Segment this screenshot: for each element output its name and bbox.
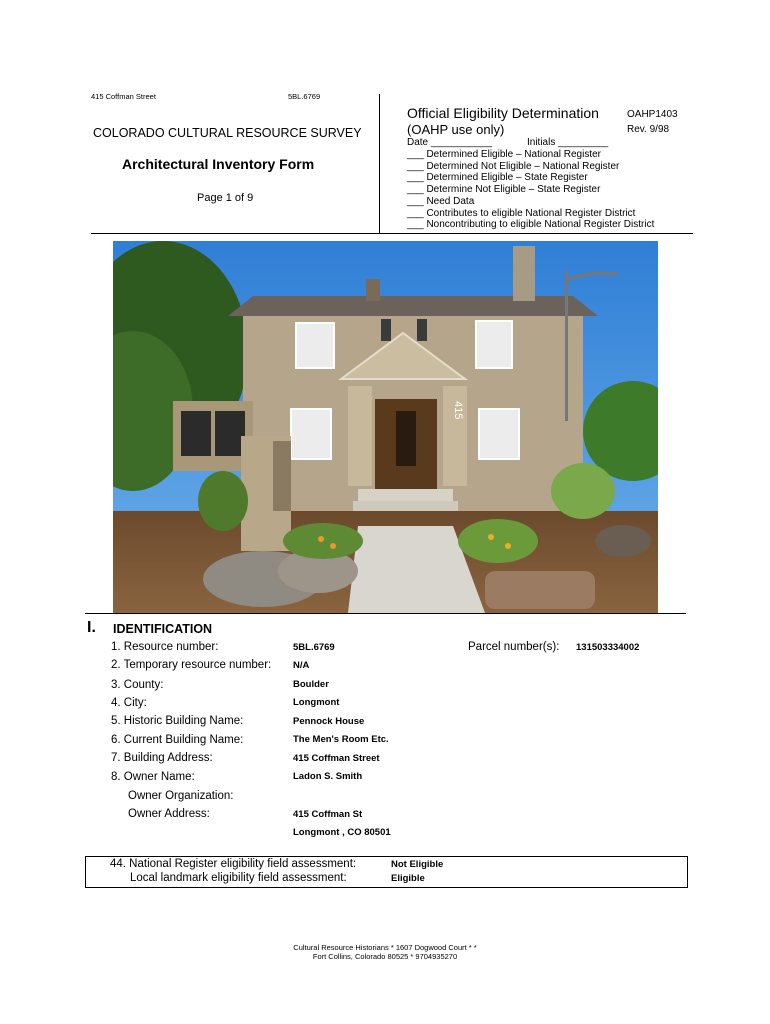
field-label: 6. Current Building Name: xyxy=(111,734,244,746)
option-item: ___ Determined Not Eligible – National Register xyxy=(407,160,620,172)
owner-address-line2: Longmont , CO 80501 xyxy=(293,827,391,838)
section-number: I. xyxy=(87,619,96,636)
option-item: ___ Noncontributing to eligible National Register District xyxy=(407,219,655,231)
date-field xyxy=(407,137,492,148)
field-label: 3. County: xyxy=(111,679,164,691)
field-label: 4. City: xyxy=(111,697,147,709)
eligibility-options xyxy=(407,149,654,231)
local-assessment-label: Local landmark eligibility field assessment: xyxy=(130,872,347,884)
parcel-label: Parcel number(s): xyxy=(468,641,560,653)
section-title: IDENTIFICATION xyxy=(113,622,213,636)
initials-field xyxy=(527,137,608,148)
option-item: ___ Determine Not Eligible – State Register xyxy=(407,184,601,196)
initials-blank: _________ xyxy=(558,137,609,148)
date-blank: ___________ xyxy=(430,137,493,148)
field-label: 1. Resource number: xyxy=(111,641,219,653)
eligibility-title: Official Eligibility Determination xyxy=(407,105,599,121)
field-label: Owner Organization: xyxy=(128,790,234,802)
national-assessment-value: Not Eligible xyxy=(391,859,444,870)
revision: Rev. 9/98 xyxy=(627,124,670,135)
option-item: ___ Determined Eligible – State Register xyxy=(407,172,588,184)
eligibility-subtitle: (OAHP use only) xyxy=(407,122,505,137)
national-assessment-label: 44. National Register eligibility field assessment: xyxy=(110,858,357,870)
form-title: Architectural Inventory Form xyxy=(122,156,315,172)
field-value: 5BL.6769 xyxy=(293,642,335,653)
header-bottom-rule xyxy=(91,233,693,234)
option-item: ___ Contributes to eligible National Register District xyxy=(407,207,636,219)
field-value: Ladon S. Smith xyxy=(293,771,363,782)
initials-label: Initials xyxy=(527,137,556,148)
field-label: 7. Building Address: xyxy=(111,752,213,764)
field-value: Longmont xyxy=(293,697,340,708)
address-numerals: 415 xyxy=(452,401,464,420)
field-value: Pennock House xyxy=(293,716,365,727)
field-label: 2. Temporary resource number: xyxy=(111,659,272,671)
field-value: The Men's Room Etc. xyxy=(293,734,389,745)
parcel-value: 131503334002 xyxy=(576,642,640,653)
footer-line2: Fort Collins, Colorado 80525 * 9704935270 xyxy=(312,952,458,961)
field-value: N/A xyxy=(293,660,310,671)
local-assessment-value: Eligible xyxy=(391,873,425,884)
survey-title: COLORADO CULTURAL RESOURCE SURVEY xyxy=(93,126,362,140)
field-value: 415 Coffman St xyxy=(293,809,363,820)
field-label: Owner Address: xyxy=(128,808,210,820)
option-item: ___ Need Data xyxy=(407,195,475,207)
header-address: 415 Coffman Street xyxy=(91,92,156,101)
footer-line1: Cultural Resource Historians * 1607 Dogwood Court * * xyxy=(293,943,477,952)
field-value: 415 Coffman Street xyxy=(293,753,380,764)
field-value: Boulder xyxy=(293,679,329,690)
field-label: 5. Historic Building Name: xyxy=(111,715,244,727)
header-divider xyxy=(379,94,380,234)
house-photo xyxy=(113,241,658,613)
field-label: 8. Owner Name: xyxy=(111,771,195,783)
date-label: Date xyxy=(407,137,429,148)
form-code: OAHP1403 xyxy=(627,109,678,120)
photo-bottom-rule xyxy=(85,613,686,614)
page-info: Page 1 of 9 xyxy=(197,192,254,204)
option-item: ___ Determined Eligible – National Register xyxy=(407,149,601,160)
header-resource-code: 5BL.6769 xyxy=(288,92,321,101)
